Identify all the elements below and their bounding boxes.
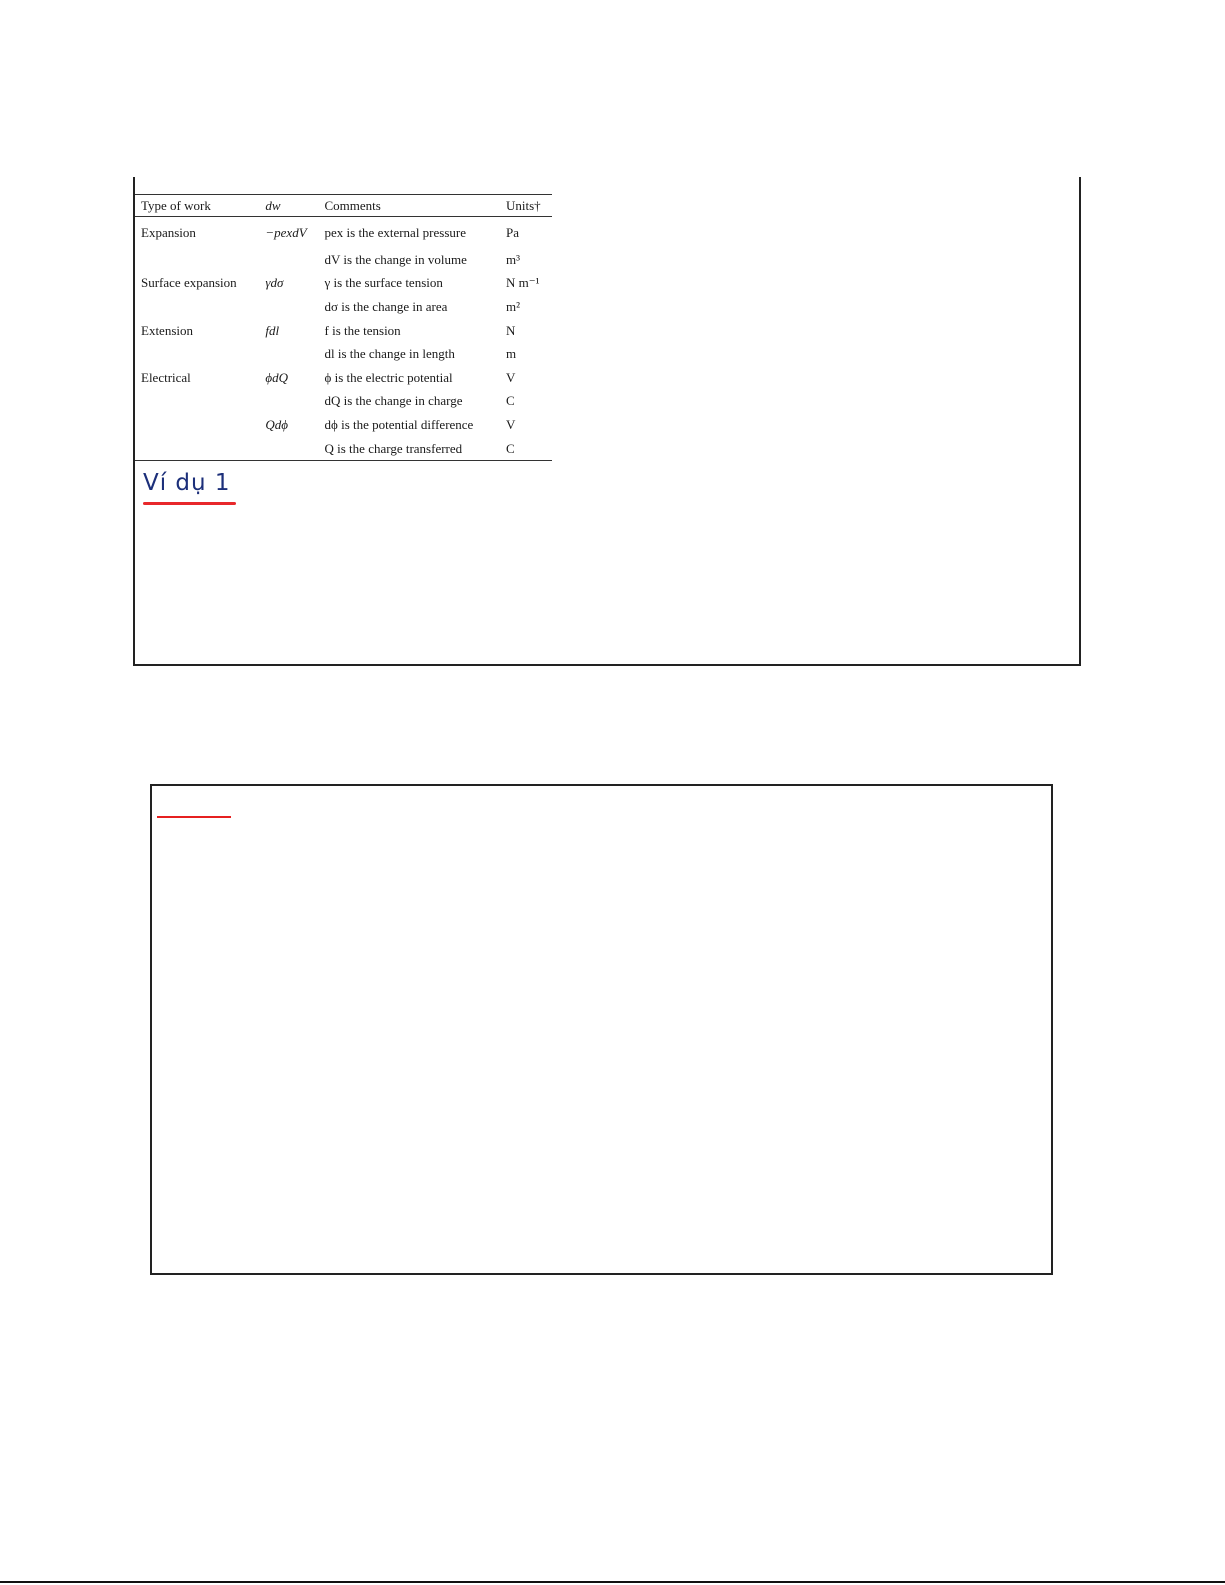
table-row bbox=[135, 390, 552, 414]
cell-comment: dQ is the change in charge bbox=[324, 393, 463, 409]
header-dw: dw bbox=[259, 195, 318, 217]
cell-comment: dl is the change in length bbox=[324, 346, 455, 362]
example-title: Ví dụ 1 bbox=[143, 470, 231, 496]
cell-comment: dσ is the change in area bbox=[324, 298, 448, 314]
cell-unit: m bbox=[505, 346, 517, 362]
table-row bbox=[135, 319, 552, 343]
cell-type: Extension bbox=[141, 322, 193, 338]
cell-comment: f is the tension bbox=[324, 322, 401, 338]
cell-dw bbox=[259, 295, 318, 319]
cell-unit: N m⁻¹ bbox=[505, 275, 540, 291]
table-row bbox=[135, 366, 552, 390]
cell-comment: ϕ is the electric potential bbox=[324, 369, 453, 385]
table-row bbox=[135, 248, 552, 272]
cell-unit: C bbox=[500, 437, 552, 461]
page-bottom-rule bbox=[0, 1581, 1225, 1583]
table-row bbox=[135, 295, 552, 319]
cell-type: Electrical bbox=[141, 369, 191, 385]
cell-unit: V bbox=[505, 369, 516, 385]
cell-unit: V bbox=[505, 416, 516, 432]
cell-unit: N bbox=[505, 322, 516, 338]
red-underline-mark bbox=[157, 816, 231, 818]
cell-type: Surface expansion bbox=[141, 275, 237, 291]
cell-comment: dV is the change in volume bbox=[324, 251, 467, 267]
example-title-underline bbox=[143, 502, 236, 505]
cell-type bbox=[135, 413, 259, 437]
header-units: Units† bbox=[500, 195, 552, 217]
cell-type bbox=[135, 248, 259, 272]
header-comments: Comments bbox=[319, 195, 500, 217]
cell-dw: γdσ bbox=[265, 275, 284, 291]
cell-unit: Pa bbox=[505, 224, 519, 240]
table-row bbox=[135, 217, 552, 249]
table-row bbox=[135, 272, 552, 296]
cell-dw bbox=[259, 390, 318, 414]
header-type-of-work: Type of work bbox=[135, 195, 259, 217]
cell-dw: Qdϕ bbox=[265, 416, 288, 432]
cell-unit: m² bbox=[505, 298, 520, 314]
table-row bbox=[135, 437, 552, 461]
cell-comment: Q is the charge transferred bbox=[319, 437, 500, 461]
cell-dw: −pexdV bbox=[265, 224, 307, 240]
slide-frame-top bbox=[133, 177, 1081, 666]
cell-comment: dϕ is the potential difference bbox=[324, 416, 474, 432]
cell-comment: γ is the surface tension bbox=[324, 275, 443, 291]
cell-dw: ϕdQ bbox=[265, 369, 288, 385]
slide-frame-bottom bbox=[150, 784, 1053, 1275]
cell-type bbox=[135, 295, 259, 319]
cell-dw bbox=[259, 248, 318, 272]
table-row bbox=[135, 342, 552, 366]
cell-dw bbox=[259, 437, 318, 461]
cell-comment: pex is the external pressure bbox=[324, 224, 467, 240]
cell-dw: fdl bbox=[265, 322, 280, 338]
cell-type bbox=[135, 390, 259, 414]
cell-type: Expansion bbox=[141, 224, 196, 240]
cell-dw bbox=[259, 342, 318, 366]
cell-type bbox=[135, 437, 259, 461]
cell-unit: C bbox=[505, 393, 515, 409]
cell-type bbox=[135, 342, 259, 366]
work-types-table bbox=[135, 194, 552, 461]
cell-unit: m³ bbox=[505, 251, 520, 267]
table-row bbox=[135, 413, 552, 437]
table-header-row bbox=[135, 195, 552, 217]
